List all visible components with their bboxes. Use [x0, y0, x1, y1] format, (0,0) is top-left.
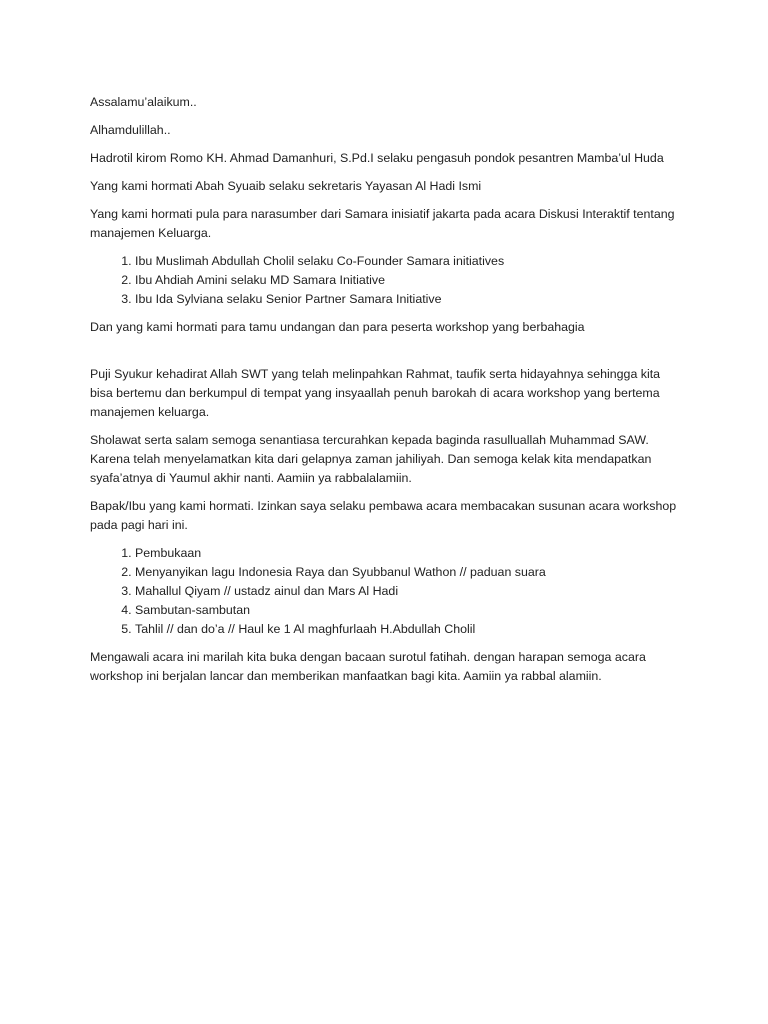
document-body — [90, 93, 685, 695]
paragraph: Bapak/Ibu yang kami hormati. Izinkan saya selaku pembawa acara membacakan susunan acara workshop pada pagi hari ini. — [90, 499, 677, 532]
paragraph: Sholawat serta salam semoga senantiasa tercurahkan kepada baginda rasulluallah Muhammad SAW. Karena telah menyelamatkan kita dari gelapnya zaman jahiliyah. Dan semoga kelak kita mendapatkan syafa’atnya di Yaumul akhir nanti. Aamiin ya rabbalalamiin. — [90, 433, 652, 485]
honorific-line: Yang kami hormati pula para narasumber dari Samara inisiatif jakarta pada acara Diskusi Interaktif tentang manajemen Keluarga. — [90, 207, 675, 240]
list-item: 4. Sambutan-sambutan — [135, 601, 685, 620]
paragraph: Mengawali acara ini marilah kita buka dengan bacaan surotul fatihah. dengan harapan semoga acara workshop ini berjalan lancar dan memberikan manfaatkan bagi kita. Aamiin ya rabbal alamiin. — [90, 650, 646, 683]
speaker-list — [90, 252, 685, 309]
list-item: 3. Mahallul Qiyam // ustadz ainul dan Mars Al Hadi — [135, 582, 685, 601]
list-item: 5. Tahlil // dan do’a // Haul ke 1 Al maghfurlaah H.Abdullah Cholil — [135, 620, 685, 639]
agenda-list — [90, 544, 685, 639]
honorific-line: Dan yang kami hormati para tamu undangan dan para peserta workshop yang berbahagia — [90, 320, 585, 334]
paragraph: Puji Syukur kehadirat Allah SWT yang telah melinpahkan Rahmat, taufik serta hidayahnya sehingga kita bisa bertemu dan berkumpul di tempat yang insyaallah penuh barokah di acara workshop yang bertema manajemen keluarga. — [90, 367, 661, 419]
list-item: 3. Ibu Ida Sylviana selaku Senior Partner Samara Initiative — [135, 290, 685, 309]
honorific-line: Hadrotil kirom Romo KH. Ahmad Damanhuri, S.Pd.I selaku pengasuh pondok pesantren Mamba’ul Huda — [90, 151, 664, 165]
list-item: 2. Ibu Ahdiah Amini selaku MD Samara Initiative — [135, 271, 685, 290]
list-item: 2. Menyanyikan lagu Indonesia Raya dan Syubbanul Wathon // paduan suara — [135, 563, 685, 582]
blank-line — [90, 346, 685, 365]
list-item: 1. Pembukaan — [135, 544, 685, 563]
greeting-line: Assalamu’alaikum.. — [90, 95, 197, 109]
honorific-line: Yang kami hormati Abah Syuaib selaku sekretaris Yayasan Al Hadi Ismi — [90, 179, 482, 193]
opening-praise: Alhamdulillah.. — [90, 123, 171, 137]
list-item: 1. Ibu Muslimah Abdullah Cholil selaku Co-Founder Samara initiatives — [135, 252, 685, 271]
